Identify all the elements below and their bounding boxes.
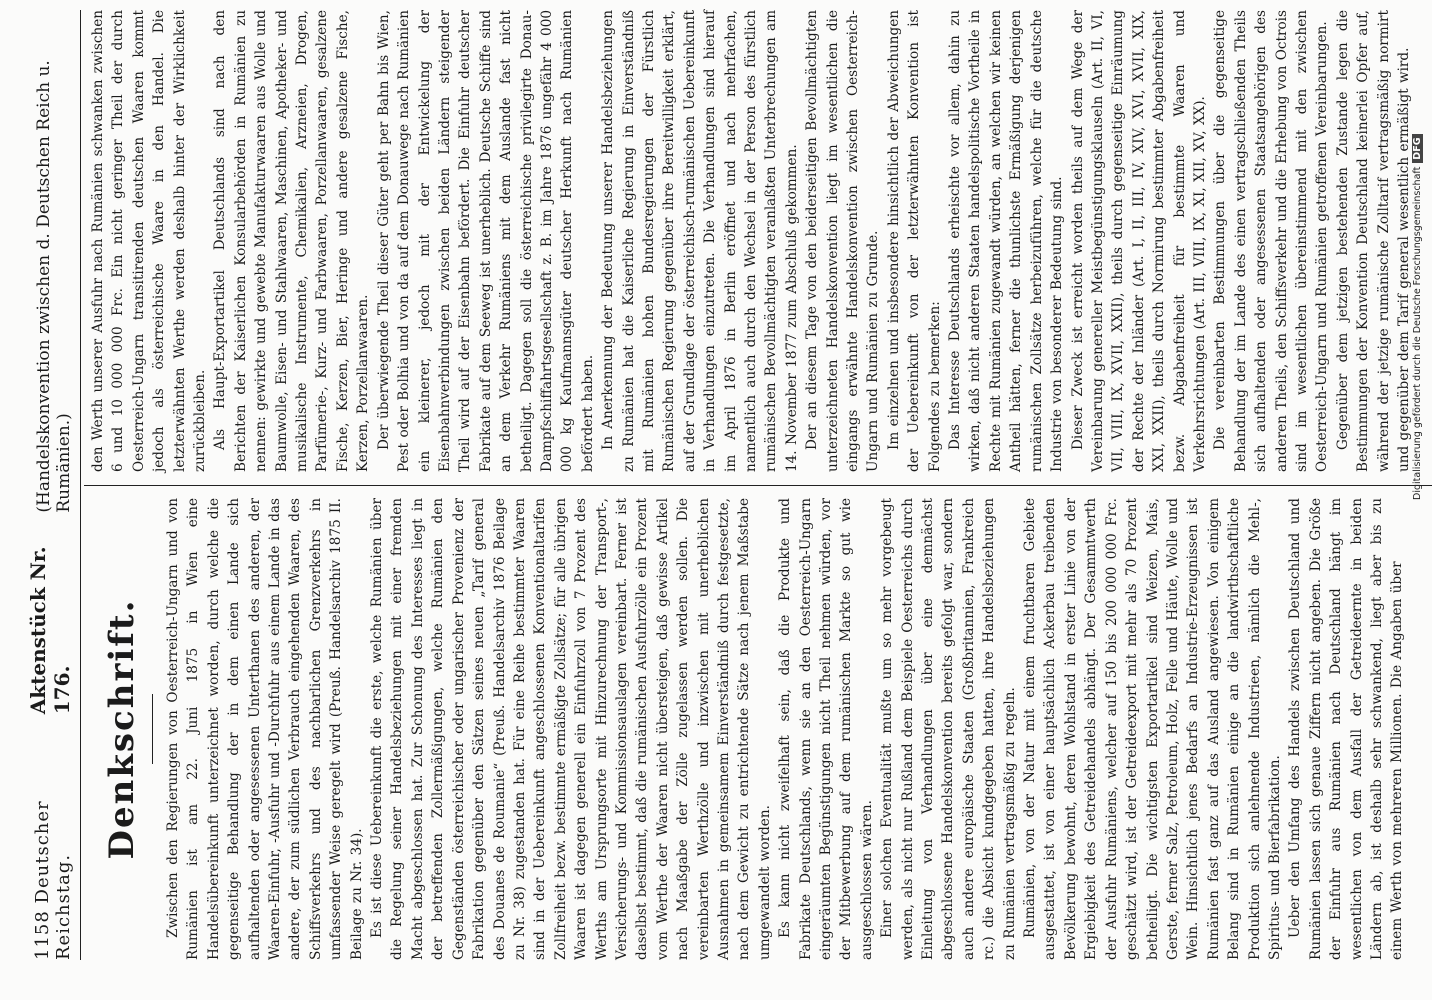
title-rule	[152, 694, 153, 764]
paragraph: Es kann nicht zweifelhaft sein, daß die Produkte und Fabrikate Deutschlands, wenn sie an den Oesterreich-Ungarn eingeräumten Begünstigungen nicht Theil nehmen würden, vor der Mitbewerbung auf dem rumänischen Markte so gut wie ausgeschlossen wären.	[777, 498, 875, 960]
paragraph: Das Interesse Deutschlands erheischte vor allem, dahin zu wirken, daß nicht anderen Staaten handelspolitische Vortheile in Rechte mit Rumänien zugewandt würden, an welchen wir keinen Antheil hätten, ferner die thunlichste Ermäßigung derjenigen rumänischen Zollsätze herbeizuführen, welche für die deutsche Industrie von besonderer Bedeutung sind.	[947, 10, 1066, 472]
running-header	[26, 10, 74, 960]
paragraph: Einer solchen Eventualität mußte um so mehr vorgebeugt werden, als nicht nur Rußland dem Beispiele Oesterreichs durch Einleitung von Verhandlungen über eine demnächst abgeschlossene Handelskonvention bereits gefolgt war, sondern auch andere europäische Staaten (Großbritannien, Frankreich rc.) die Absicht kundgegeben hatten, ihre Handelsbeziehungen zu Rumänien vertragsmäßig zu regeln.	[879, 498, 1018, 960]
paragraph: Es ist diese Uebereinkunft die erste, welche Rumänien über die Regelung seiner Handelsbeziehungen mit einer fremden Macht abgeschlossen hat. Zur Schonung des Interesses liegt in der betreffenden Zollermäßigungen, welche Rumänien den Gegenständen österreichischer oder ungarischer Provenienz der Fabrikation gegenüber den Sätzen seines neuen „Tarif general des Douanes de Roumanie“ (Preuß. Handelsarchiv 1876 Beilage zu Nr. 38) zugestanden hat. Für eine Reihe bestimmter Waaren sind in der Uebereinkunft angeschlossenen Konventionaltarifen Zollfreiheit bezw. bestimmte ermäßigte Zollsätze; für alle übrigen Waaren ist dagegen generell ein Einfuhrzoll von 7 Prozent des Werths am Ursprungsorte mit Hinzurechnung der Transport-, Versicherungs- und Kommissionsauslagen vereinbart. Ferner ist daselbst bestimmt, daß die rumänischen Ausfuhrzölle ein Prozent vom Werthe der Waaren nicht übersteigen, daß gewisse Artikel nach Maaßgabe der Zölle zugelassen werden sollen. Die vereinbarten Werthzölle und inzwischen mit unerheblichen Ausnahmen in gemeinsamem Einverständniß durch festgesetzte, nach dem Gewicht zu entrichtende Sätze nach jenem Maßstabe umgewandelt worden.	[369, 498, 773, 960]
header-rule	[80, 10, 81, 960]
page-number-and-left-header	[32, 714, 74, 960]
paragraph: Dieser Zweck ist erreicht worden theils auf dem Wege der Vereinbarung genereller Meistbegünstigungsklauseln (Art. II, VI, VII, VIII, IX, XVII, XXII), theils durch gegenseitige Einräumung der Rechte der Inländer (Art. I, II, III, IV, XIV, XVI, XVII, XIX, XXI, XXII), theils durch Normirung bestimmter Abgabenfreiheit bezw. Abgabenfreiheit für bestimmte Waaren und Verkehrsrichtungen (Art. III, VIII, IX, XI, XII, XV, XX).	[1069, 10, 1208, 472]
paragraph: Die vereinbarten Bestimmungen über die gegenseitige Behandlung der im Lande des einen vertragschließenden Theils sich aufhaltenden oder angesessenen Staatsangehörigen des anderen Theils, den Schiffsverkehr und die Erhebung von Octrois sind im wesentlichen übereinstimmend mit den zwischen Oesterreich-Ungarn und Rumänien getroffenen Vereinbarungen.	[1212, 10, 1331, 472]
paragraph: Gegenüber dem jetzigen bestehenden Zustande legen die Bestimmungen der Konvention Deutschland keinerlei Opfer auf, während der jetzige rumänische Zolltarif vertragsmäßig normirt und gegenüber dem Tarif general wesentlich ermäßigt wird.	[1334, 10, 1412, 472]
right-column	[88, 10, 1432, 472]
digitization-credit	[1412, 135, 1423, 501]
paragraph: In Anerkennung der Bedeutung unserer Handelsbeziehungen zu Rumänien hat die Kaiserliche Regierung in Einverständniß mit Rumänien hohen Bundesregierungen der Fürstlich Rumänischen Regierung gegenüber ihre Bereitwilligkeit erklärt, auf der Grundlage der österreichisch-rumänischen Uebereinkunft in Verhandlungen einzutreten. Die Verhandlungen sind hierauf im April 1876 in Berlin eröffnet und nach mehrfachen, namentlich auch durch den Wechsel in der Person des fürstlich rumänischen Bevollmächtigten veranlaßten Unterbrechungen am 14. November 1877 zum Abschluß gekommen.	[600, 10, 800, 472]
header-center: Aktenstück Nr. 176.	[26, 546, 74, 715]
page-number: 1158	[32, 910, 53, 960]
paragraph: Im einzelnen und insbesondere hinsichtlich der Abweichungen der Uebereinkunft von der letzterwähnten Konvention ist Folgendes zu bemerken:	[885, 10, 943, 472]
paragraph: den Werth unserer Ausfuhr nach Rumänien schwanken zwischen 6 und 10 000 000 Frc. Ein nicht geringer Theil der durch Oesterreich-Ungarn transitirenden deutschen Waaren kommt jedoch als österreichische Waare in den Handel. Die letzterwähnten Werthe werden deshalb hinter der Wirklichkeit zurückbleiben.	[90, 10, 209, 472]
paragraph: Zwischen den Regierungen von Oesterreich-Ungarn und von Rumänien ist am 22. Juni 1875 in Wien eine Handelsübereinkunft unterzeichnet worden, durch welche die gegenseitige Behandlung der in dem einen Lande sich aufhaltenden oder angesessenen Unterthanen des anderen, der Waaren-Einfuhr, -Ausfuhr und -Durchfuhr aus einem Lande in das andere, der zum südlichen Verbrauch eingehenden Waaren, des Schiffsverkehrs und des nachbarlichen Grenzverkehrs in umfassender Weise geregelt wird (Preuß. Handelsarchiv 1875 II. Beilage zu Nr. 34).	[165, 498, 365, 960]
digitization-credit-text: Digitalisierung gefördert durch die Deutsche Forschungsgemeinschaft	[1412, 166, 1423, 500]
left-column	[88, 498, 1432, 960]
paragraph: Der überwiegende Theil dieser Güter geht per Bahn bis Wien, Pest oder Bolhia und von da auf dem Donauwege nach Rumänien ein kleinerer, jedoch mit der Entwickelung der Eisenbahnverbindungen zwischen beiden Ländern steigender Theil wird auf der Eisenbahn befördert. Die Einfuhr deutscher Fabrikate auf dem Seeweg ist unerheblich. Deutsche Schiffe sind an dem Verkehr Rumäniens mit dem Auslande fast nicht betheiligt. Dagegen soll die österreichische privilegirte Donau-Dampfschiffahrtsgesellschaft z. B. im Jahre 1876 ungefähr 4 000 000 kg Kaufmannsgüter deutscher Herkunft nach Rumänien befördert haben.	[375, 10, 596, 472]
header-right: (Handelskonvention zwischen d. Deutschen Reich u. Rumänien.)	[34, 60, 74, 513]
paragraph: Ueber den Umfang des Handels zwischen Deutschland und Rumänien lassen sich genaue Ziffern nicht angeben. Die Größe der Einfuhr aus Rumänien nach Deutschland hängt im wesentlichen von dem Ausfall der Getreideernte in beiden Ländern ab, ist deshalb sehr schwankend, liegt aber bis zu einem Werth von mehreren Millionen. Die Angaben über	[1287, 498, 1406, 960]
document-title: Denkschrift.	[102, 598, 142, 860]
header-left: Deutscher Reichstag.	[32, 800, 74, 960]
paragraph: Rumänien, von der Natur mit einem fruchtbaren Gebiete ausgestattet, ist von einer hauptsächlich Ackerbau treibenden Bevölkerung bewohnt, deren Wohlstand in erster Linie von der Ergiebigkeit des Getreidehandels abhängt. Der Gesammtwerth der Ausfuhr Rumäniens, welcher auf 150 bis 200 000 000 Frc. geschätzt wird, ist der Getreideexport mit mehr als 70 Prozent betheiligt. Die wichtigsten Exportartikel sind Weizen, Mais, Gerste, ferner Salz, Petroleum, Holz, Felle und Häute, Wolle und Wein. Hinsichtlich jenes Bedarfs an Industrie-Erzeugnissen ist Rumänien fast ganz auf das Ausland angewiesen. Von einigem Belang sind in Rumänien einige an die landwirthschaftliche Produktion sich anlehnende Industrieen, nämlich die Mehl-, Spiritus- und Bierfabrikation.	[1022, 498, 1283, 960]
page-content	[0, 10, 1432, 960]
column-separator	[84, 485, 1432, 486]
dfg-logo-badge: DFG	[1412, 135, 1423, 163]
paragraph: Der an diesem Tage von den beiderseitigen Bevollmächtigten unterzeichneten Handelskonvention liegt im wesentlichen die eingangs erwähnte Handelskonvention zwischen Oesterreich-Ungarn und Rumänien zu Grunde.	[804, 10, 882, 472]
paragraph: Als Haupt-Exportartikel Deutschlands sind nach den Berichten der Kaiserlichen Konsularbehörden in Rumänien zu nennen: gewirkte und gewebte Manufakturwaaren aus Wolle und Baumwolle, Eisen- und Stahlwaaren, Maschinen, Apotheker- und musikalische Instrumente, Chemikalien, Arzneien, Drogen, Parfümerie-, Kurz- und Farbwaaren, Porzellanwaaren, gesalzene Fische, Kerzen, Bier, Heringe und andere gesalzene Fische, Kerzen, Porzellanwaaren.	[212, 10, 372, 472]
